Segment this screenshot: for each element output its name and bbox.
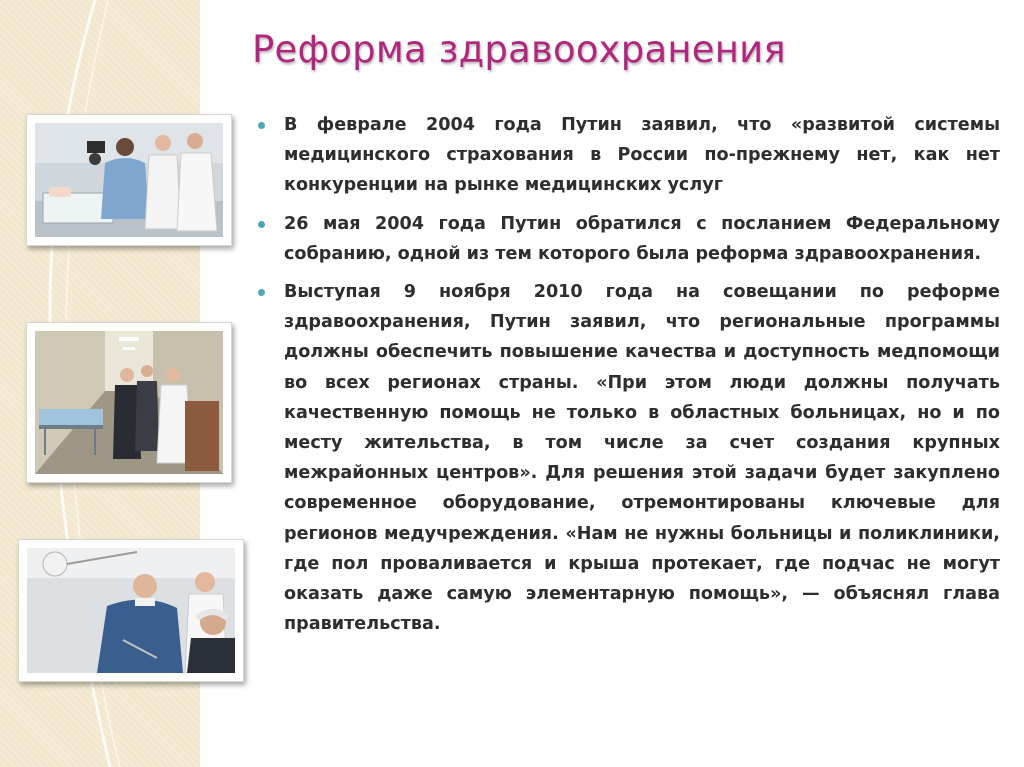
slide-title: Реформа здравоохранения [252,28,786,71]
bullet-text: Выступая 9 ноября 2010 года на совещании по реформе здравоохранения, Путин заявил, что региональные программы должны обеспечить повышение качества и доступность медпомощи во всех регионах страны. «При этом люди должны получать качественную помощь не только в областных больницах, но и по месту жительства, в том числе за счет создания крупных межрайонных центров». Для решения этой задачи будет закуплено современное оборудование, отремонтированы ключевые для регионов медучреждения. «Нам не нужны больницы и поликлиники, где пол проваливается и крыша протекает, где подчас не могут оказать даже самую элементарную помощь», — объяснял глава правительства. [284,282,1000,635]
photo-maternity-ward [26,114,232,246]
photo-dental-office-image [27,548,235,673]
photo-maternity-ward-image [35,123,223,237]
bullet-text: В феврале 2004 года Путин заявил, что «развитой системы медицинского страхования в России по-прежнему нет, как нет конкуренции на рынке медицинских услуг [284,115,1000,196]
bullet-dot-icon [258,122,265,129]
bullet-list [258,110,1000,647]
bullet-dot-icon [258,289,265,296]
bullet-text: 26 мая 2004 года Путин обратился с посланием Федеральному собранию, одной из тем которого была реформа здравоохранения. [284,213,1000,264]
bullet-item [258,277,1000,639]
bullet-item [258,110,1000,201]
bullet-item [258,209,1000,269]
photo-hospital-corridor-image [35,331,223,474]
bullet-dot-icon [258,221,265,228]
photo-dental-office [18,539,244,682]
photo-hospital-corridor [26,322,232,483]
